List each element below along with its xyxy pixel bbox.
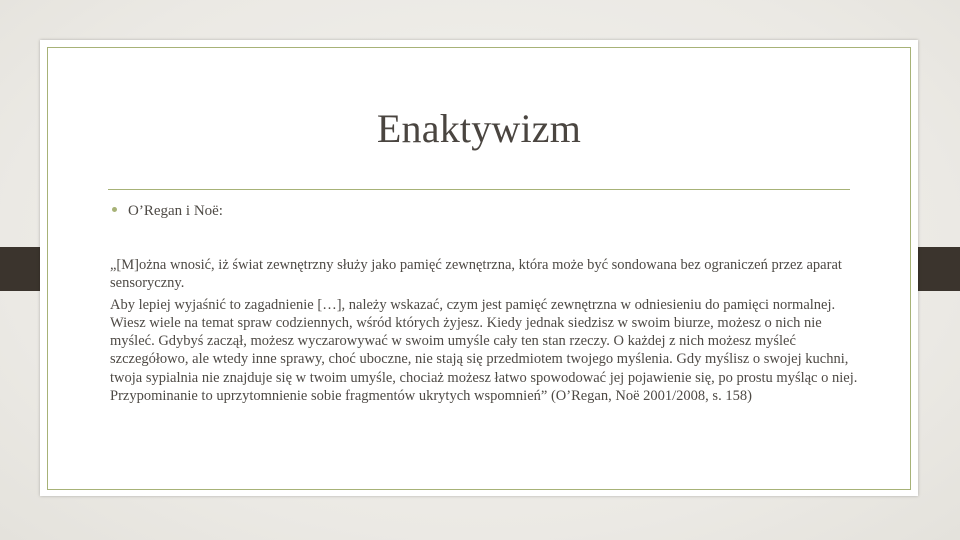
quote-paragraph-2: Aby lepiej wyjaśnić to zagadnienie […], należy wskazać, czym jest pamięć zewnętrzna w odniesieniu do pamięci normalnej. Wiesz wiele na temat spraw codziennych, wśród których żyjesz. Kiedy jednak siedzisz w swoim biurze, możesz o nich nie myśleć. Gdybyś zaczął, możesz wyczarowywać w swoim umyśle cały ten stan rzeczy. O każdej z nich możesz myśleć szczegółowo, ale wtedy inne sprawy, choć uboczne, nie stają się przedmiotem twojego myślenia. Gdy myślisz o swojej kuchni, twoja sypialnia nie znajduje się w twoim umyśle, chociaż możesz łatwo spowodować jej pojawienie się, po prostu myśląc o niej. Przypominanie to uprzytomnienie sobie fragmentów ukrytych wspomnień” (O’Regan, Noë 2001/2008, s. 158) [110,296,858,405]
quote-block [110,256,858,405]
bullet-item [112,203,223,220]
bullet-text: O’Regan i Noë: [128,203,223,219]
quote-paragraph-1: „[M]ożna wnosić, iż świat zewnętrzny służy jako pamięć zewnętrzna, która może być sondowana bez ograniczeń przez aparat sensoryczny. [110,257,842,292]
bullet-dot-icon [112,207,117,212]
slide-title: Enaktywizm [376,106,582,151]
title-divider [108,189,850,190]
